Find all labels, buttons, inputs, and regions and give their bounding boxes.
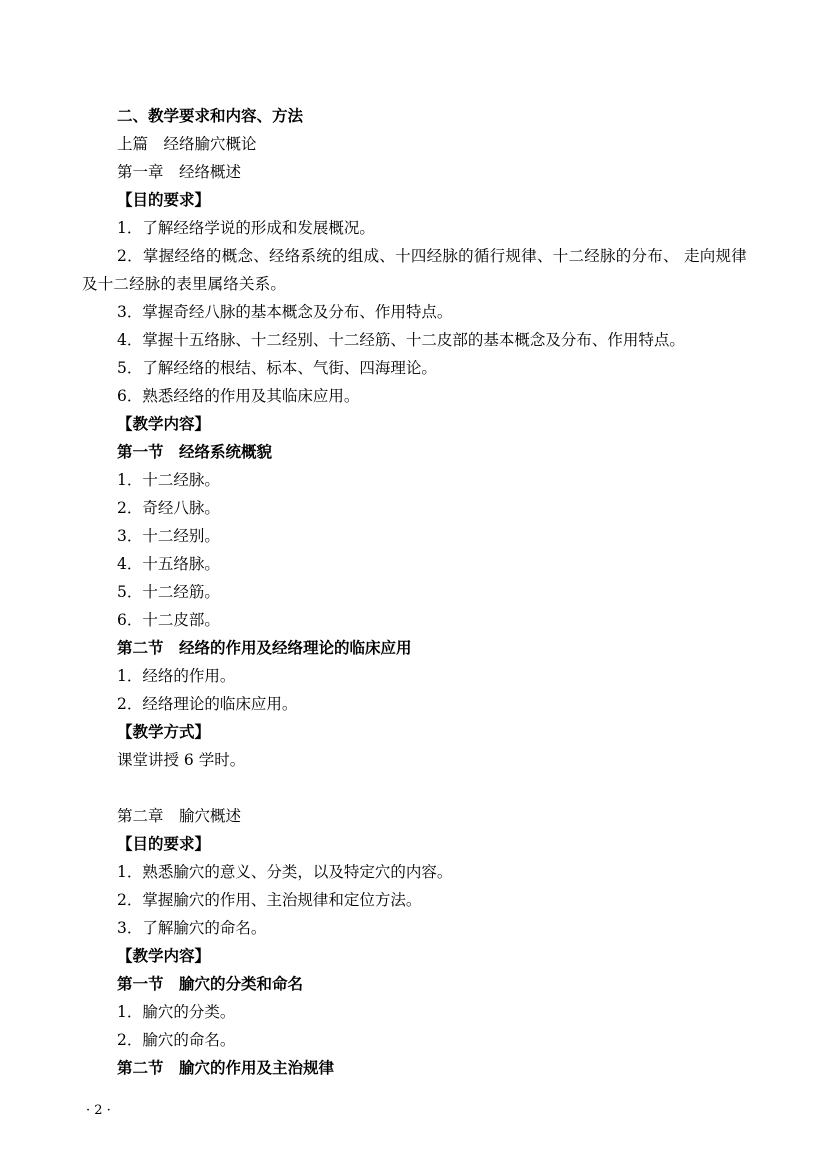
content-heading: 【教学内容】 [117, 946, 211, 965]
list-item: 2．奇经八脉。 [117, 499, 220, 517]
section-title: 第一节 经络系统概貌 [117, 442, 273, 461]
list-item: 5．十二经筋。 [117, 583, 220, 601]
list-item: 2．腧穴的命名。 [117, 1031, 236, 1049]
objective-item: 2．掌握经络的概念、经络系统的组成、十四经脉的循行规律、十二经脉的分布、 走向规律及十二经脉的表里属络关系。 [82, 247, 747, 293]
objective-item: 1．了解经络学说的形成和发展概况。 [117, 219, 375, 237]
objectives-heading: 【目的要求】 [117, 834, 211, 853]
objective-item: 3．了解腧穴的命名。 [117, 919, 267, 937]
chapter-title: 第一章 经络概述 [117, 163, 242, 181]
objectives-heading: 【目的要求】 [117, 190, 211, 209]
list-item: 1．腧穴的分类。 [117, 1003, 236, 1021]
blank-line [82, 774, 747, 802]
section-title: 第二节 腧穴的作用及主治规律 [117, 1058, 335, 1077]
section-heading: 二、教学要求和内容、方法 [117, 106, 304, 125]
content-heading: 【教学内容】 [117, 414, 211, 433]
objective-item: 4．掌握十五络脉、十二经别、十二经筋、十二皮部的基本概念及分布、作用特点。 [117, 331, 685, 349]
method-heading: 【教学方式】 [117, 722, 211, 741]
document-body [82, 102, 747, 1082]
list-item: 1．经络的作用。 [117, 667, 236, 685]
list-item: 2．经络理论的临床应用。 [117, 695, 298, 713]
objective-item: 6．熟悉经络的作用及其临床应用。 [117, 387, 360, 405]
objective-item: 5．了解经络的根结、标本、气街、四海理论。 [117, 359, 437, 377]
objective-item: 1．熟悉腧穴的意义、分类，以及特定穴的内容。 [117, 863, 453, 881]
list-item: 4．十五络脉。 [117, 555, 220, 573]
page-number: · 2 · [86, 1103, 111, 1118]
method-text: 课堂讲授 6 学时。 [117, 751, 246, 769]
list-item: 6．十二皮部。 [117, 611, 220, 629]
part-title: 上篇 经络腧穴概论 [117, 135, 257, 153]
objective-item: 3．掌握奇经八脉的基本概念及分布、作用特点。 [117, 303, 453, 321]
list-item: 1．十二经脉。 [117, 471, 220, 489]
chapter-title: 第二章 腧穴概述 [117, 807, 242, 825]
section-title: 第一节 腧穴的分类和命名 [117, 974, 304, 993]
objective-item: 2．掌握腧穴的作用、主治规律和定位方法。 [117, 891, 422, 909]
list-item: 3．十二经别。 [117, 527, 220, 545]
section-title: 第二节 经络的作用及经络理论的临床应用 [117, 638, 412, 657]
